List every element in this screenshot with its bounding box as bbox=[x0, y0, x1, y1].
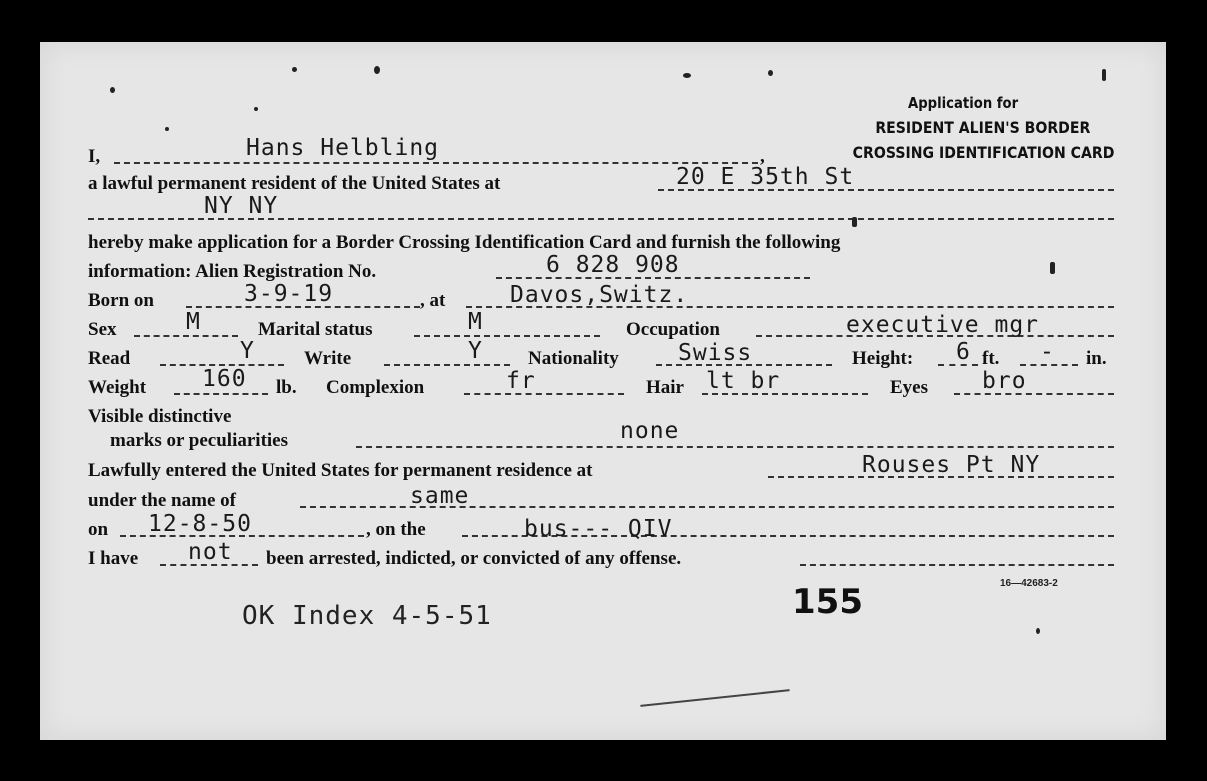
label-on: on bbox=[88, 519, 109, 540]
label-hereby: hereby make application for a Border Crossing Identification Card and furnish the following bbox=[88, 232, 841, 253]
marks-line bbox=[356, 446, 1114, 448]
eyes-line bbox=[954, 393, 1114, 395]
typed-complexion: fr bbox=[506, 368, 536, 394]
typed-entry-date: 12-8-50 bbox=[148, 511, 252, 537]
speck bbox=[374, 66, 380, 74]
speck bbox=[683, 73, 691, 78]
typed-birth-date: 3-9-19 bbox=[244, 281, 334, 307]
typed-under-name: same bbox=[410, 483, 470, 509]
label-height: Height: bbox=[852, 348, 914, 369]
typed-city: NY NY bbox=[204, 193, 279, 219]
speck bbox=[110, 87, 115, 93]
typed-height-ft: 6 bbox=[956, 339, 971, 365]
label-born-on: Born on bbox=[88, 290, 154, 311]
marital-line bbox=[414, 335, 600, 337]
typed-alien-no: 6 828 908 bbox=[546, 252, 680, 278]
label-marital-status: Marital status bbox=[258, 319, 373, 340]
label-eyes: Eyes bbox=[890, 377, 928, 398]
typed-hair: lt br bbox=[706, 368, 781, 394]
write-line bbox=[384, 364, 510, 366]
speck bbox=[165, 127, 169, 131]
header-line-1: Application for bbox=[907, 94, 1018, 112]
weight-line bbox=[174, 393, 268, 395]
stamp-number: 155 bbox=[792, 582, 863, 622]
label-visible-distinctive: Visible distinctive bbox=[88, 406, 232, 427]
label-lawfully-entered: Lawfully entered the United States for permanent residence at bbox=[88, 460, 593, 481]
label-ft: ft. bbox=[982, 348, 1000, 369]
header-line-3: CROSSING IDENTIFICATION CARD bbox=[852, 143, 1114, 162]
complexion-line bbox=[464, 393, 624, 395]
typed-read: Y bbox=[240, 338, 255, 364]
label-arrested: been arrested, indicted, or convicted of any offense. bbox=[266, 548, 682, 569]
label-i: I, bbox=[88, 146, 101, 167]
label-nationality: Nationality bbox=[528, 348, 619, 369]
pen-mark bbox=[640, 689, 789, 707]
typed-weight: 160 bbox=[202, 366, 247, 392]
speck bbox=[1102, 69, 1106, 81]
typed-port: Rouses Pt NY bbox=[862, 452, 1041, 478]
typed-marital: M bbox=[468, 309, 483, 335]
name-comma: , bbox=[760, 146, 765, 167]
label-in: in. bbox=[1086, 348, 1107, 369]
label-marks-peculiarities: marks or peculiarities bbox=[110, 430, 289, 451]
label-under-name: under the name of bbox=[88, 490, 236, 511]
speck bbox=[254, 107, 258, 111]
label-complexion: Complexion bbox=[326, 377, 425, 398]
label-alien-registration: information: Alien Registration No. bbox=[88, 261, 377, 282]
typed-marks: none bbox=[620, 418, 680, 444]
label-at: , at bbox=[420, 290, 446, 311]
border-crossing-application-card bbox=[40, 42, 1166, 740]
typed-occupation: executive mgr bbox=[846, 312, 1040, 338]
typed-nationality: Swiss bbox=[678, 340, 753, 366]
label-lb: lb. bbox=[276, 377, 297, 398]
label-lawful-resident: a lawful permanent resident of the United States at bbox=[88, 173, 501, 194]
label-read: Read bbox=[88, 348, 131, 369]
speck bbox=[1036, 628, 1040, 634]
label-occupation: Occupation bbox=[626, 319, 720, 340]
label-weight: Weight bbox=[88, 377, 147, 398]
typed-eyes: bro bbox=[982, 368, 1027, 394]
header-line-2: RESIDENT ALIEN'S BORDER bbox=[875, 118, 1090, 137]
form-number: 16—42683-2 bbox=[1000, 578, 1058, 589]
label-on-the: , on the bbox=[366, 519, 426, 540]
label-hair: Hair bbox=[646, 377, 684, 398]
index-note: OK Index 4-5-51 bbox=[242, 601, 492, 631]
typed-sex: M bbox=[186, 309, 201, 335]
sex-line bbox=[134, 335, 238, 337]
speck bbox=[852, 217, 857, 227]
label-i-have: I have bbox=[88, 548, 139, 569]
typed-write: Y bbox=[468, 338, 483, 364]
speck bbox=[292, 67, 297, 72]
label-write: Write bbox=[304, 348, 352, 369]
bottom-line bbox=[800, 564, 1114, 566]
name-line bbox=[114, 162, 758, 164]
typed-conveyance: bus--- QIV bbox=[524, 516, 673, 542]
typed-height-in: - bbox=[1040, 339, 1055, 365]
typed-arrest: not bbox=[188, 539, 233, 565]
speck bbox=[768, 70, 773, 76]
typed-name: Hans Helbling bbox=[246, 135, 440, 161]
typed-address: 20 E 35th St bbox=[676, 164, 855, 190]
typed-birth-place: Davos,Switz. bbox=[510, 282, 689, 308]
label-sex: Sex bbox=[88, 319, 117, 340]
speck bbox=[1050, 262, 1055, 274]
